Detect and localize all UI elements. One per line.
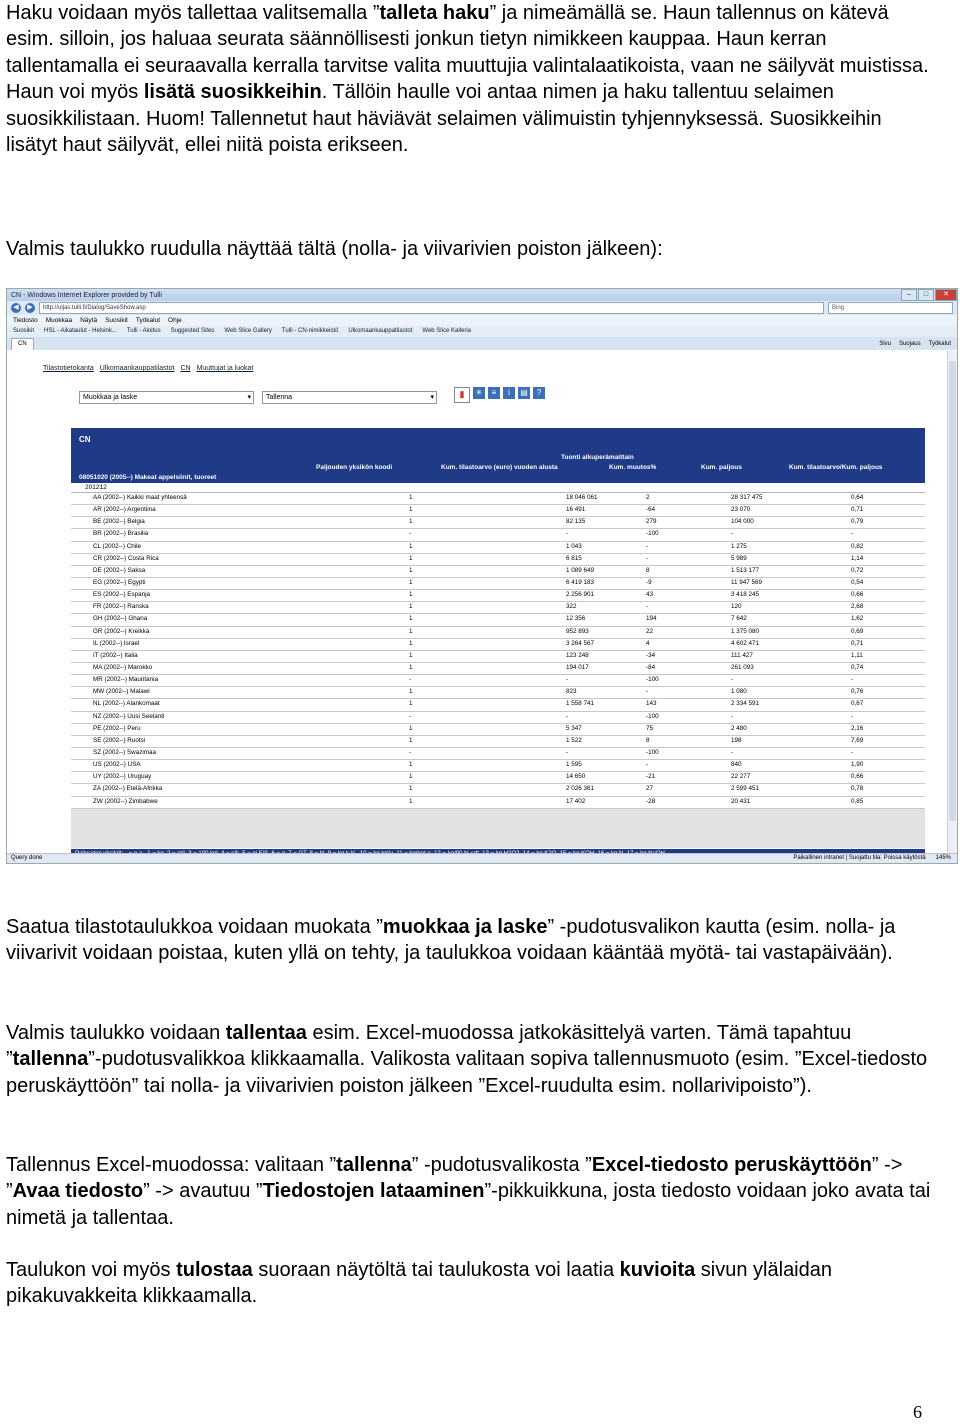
table-cell: 2 599 451 (731, 785, 760, 793)
breadcrumb-item[interactable]: Tilastotietokanta (43, 365, 94, 372)
table-row (71, 663, 925, 675)
transpose-icon[interactable]: ≡ (488, 387, 500, 399)
breadcrumb-item[interactable]: Ulkomaankauppatilastot (99, 365, 175, 372)
table-cell: AR (2002--) Argentiina (93, 506, 156, 514)
table-cell: 1 (409, 603, 413, 611)
table-row (71, 712, 925, 724)
favorites-item[interactable]: Tulli - CN-nimikkeistö (281, 328, 339, 334)
table-cell: - (731, 530, 734, 538)
table-cell: 0,66 (851, 773, 864, 781)
table-cell: -84 (646, 663, 656, 671)
table-cell: 20 431 (731, 797, 751, 805)
address-bar (7, 301, 957, 315)
table-cell: -34 (646, 651, 656, 659)
table-column-headers (71, 463, 925, 473)
table-cell: - (409, 530, 412, 538)
bold-muokkaa-ja-laske: muokkaa ja laske (382, 916, 548, 938)
browser-screenshot (6, 288, 958, 864)
table-cell: 2,68 (851, 603, 864, 611)
table-cell: 4 602 471 (731, 639, 760, 647)
table-cell: 16 491 (566, 506, 586, 514)
page-content (7, 351, 947, 854)
table-cell: 75 (646, 724, 654, 732)
bold-tiedostojen-lataaminen: Tiedostojen lataaminen (262, 1180, 485, 1203)
table-cell: 1 (409, 506, 413, 514)
table-cell: EG (2002--) Egypti (93, 578, 146, 586)
table-row (71, 699, 925, 711)
bold-tallenna: tallenna (336, 1154, 412, 1176)
table-cell: 43 (646, 591, 654, 599)
window-titlebar (7, 289, 957, 301)
table-row (71, 627, 925, 639)
table-cell: FR (2002--) Ranska (93, 603, 149, 611)
table-cell: 17 402 (566, 797, 586, 805)
favorites-item[interactable]: Web Slice Kalleria (422, 328, 471, 334)
column-header: Kum. tilastoarvo/Kum. paljous (789, 464, 883, 471)
table-cell: 143 (646, 700, 657, 708)
table-cell: - (646, 603, 649, 611)
table-row (71, 602, 925, 614)
table-cell: 5 347 (566, 724, 582, 732)
table-cell: 0,71 (851, 506, 864, 514)
table-cell: - (731, 748, 734, 756)
table-cell: -9 (646, 578, 652, 586)
minimize-icon[interactable]: – (901, 289, 917, 301)
table-row (71, 590, 925, 602)
save-paragraph: Valmis taulukko voidaan tallentaa esim. Excel-muodossa jatkokäsittelyä varten. Tämä tapahtuu ”tallenna”-pudotusvalikkoa klikkaamalla. Valikosta valitaan sopiva tallennusmuoto (esim. ”Excel-tiedosto peruskäyttöön” tai nolla- ja viivarivien poiston jälkeen ”Excel-ruudulta esim. nollarivipoisto”). (6, 1022, 928, 1097)
table-cell: - (731, 712, 734, 720)
table-cell: 1 (409, 736, 413, 744)
table-cell: 2 256 901 (566, 591, 595, 599)
table-cell: 1 (409, 663, 413, 671)
table-cell: IL (2002--) Israel (93, 639, 140, 647)
breadcrumb-item[interactable]: CN (180, 365, 191, 372)
table-cell: 1 (409, 627, 413, 635)
table-cell: 1 558 741 (566, 700, 595, 708)
table-row (71, 675, 925, 687)
menu-bar (7, 315, 957, 326)
table-row (71, 736, 925, 748)
table-group-header: Tuonti alkuperämaittain (71, 454, 925, 463)
table-cell: MW (2002--) Malawi (93, 688, 150, 696)
table-cell: 1 (409, 566, 413, 574)
table-row (71, 505, 925, 517)
bold-avaa-tiedosto: Avaa tiedosto (12, 1180, 144, 1203)
bold-tallenna: tallenna (12, 1048, 89, 1071)
table-cell: - (409, 676, 412, 684)
period-header: 201212 (71, 483, 925, 493)
table-cell: 0,54 (851, 578, 864, 586)
table-cell: 1 (409, 542, 413, 550)
table-cell: 22 277 (731, 773, 751, 781)
table-cell: 952 893 (566, 627, 589, 635)
table-cell: 2 334 591 (731, 700, 760, 708)
table-cell: 1 (409, 578, 413, 586)
maximize-icon[interactable]: □ (918, 289, 934, 301)
table-cell: 1 (409, 554, 413, 562)
table-cell: 4 (646, 639, 650, 647)
table-cell: 0,76 (851, 688, 864, 696)
table-cell: 1 043 (566, 542, 582, 550)
table-cell: 6 815 (566, 554, 582, 562)
save-dropdown[interactable]: Tallenna ▾ (262, 391, 437, 404)
table-cell: 0,72 (851, 566, 864, 574)
table-cell: 0,66 (851, 591, 864, 599)
table-cell: 14 650 (566, 773, 586, 781)
table-cell: 22 (646, 627, 654, 635)
table-cell: 1 080 (731, 688, 747, 696)
table-cell: PE (2002--) Peru (93, 724, 141, 732)
table-body (71, 493, 925, 809)
table-cell: 1 513 177 (731, 566, 760, 574)
excel-paragraph: Tallennus Excel-muodossa: valitaan ”tallenna” -pudotusvalikosta ”Excel-tiedosto peruskäyttöön” -> ”Avaa tiedosto” -> avautuu ”Tiedostojen lataaminen”-pikkuikkuna, josta tiedosto voidaan joko avata tai nimetä ja tallentaa. (6, 1154, 931, 1229)
table-row (71, 566, 925, 578)
table-cell: GR (2002--) Kreikka (93, 627, 150, 635)
table-cell: UY (2002--) Uruguay (93, 773, 152, 781)
table-cell: MR (2002--) Mauritania (93, 676, 159, 684)
table-cell: 279 (646, 518, 657, 526)
table-cell: -100 (646, 676, 659, 684)
table-cell: GH (2002--) Ghana (93, 615, 148, 623)
table-cell: 1,14 (851, 554, 864, 562)
table-cell: DE (2002--) Saksa (93, 566, 146, 574)
table-cell: - (851, 712, 854, 720)
table-cell: 12 356 (566, 615, 586, 623)
column-header: Paljouden yksikön koodi (316, 464, 393, 471)
url-input[interactable]: http://uljas.tulli.fi/Dialog/SaveShow.asp (39, 302, 824, 314)
table-cell: - (646, 761, 649, 769)
table-cell: ZA (2002--) Etelä-Afrikka (93, 785, 163, 793)
table-cell: - (566, 530, 569, 538)
table-cell: 2 (646, 494, 650, 501)
table-cell: 1 (409, 797, 413, 805)
table-row (71, 614, 925, 626)
table-cell: - (566, 712, 569, 720)
table-title: CN (71, 428, 925, 454)
table-cell: 840 (731, 761, 742, 769)
table-cell: 0,85 (851, 797, 864, 805)
table-cell: - (409, 748, 412, 756)
table-cell: 123 248 (566, 651, 589, 659)
menu-item[interactable]: Tiedosto (13, 317, 38, 324)
table-row (71, 639, 925, 651)
table-cell: 322 (566, 603, 577, 611)
table-cell: 111 427 (731, 651, 753, 659)
print-icon[interactable]: ▤ (518, 387, 530, 399)
column-header: Kum. tilastoarvo (euro) vuoden alusta (441, 464, 558, 471)
table-row (71, 554, 925, 566)
table-cell: NZ (2002--) Uusi Seelanti (93, 712, 165, 720)
table-cell: 5 989 (731, 554, 747, 562)
edit-dropdown[interactable]: Muokkaa ja laske ▾ (79, 391, 254, 404)
table-cell: -100 (646, 748, 659, 756)
screenshot-caption: Valmis taulukko ruudulla näyttää tältä (nolla- ja viivarivien poiston jälkeen): (6, 238, 663, 260)
tab-row (7, 337, 957, 350)
table-row (71, 724, 925, 736)
table-cell: 28 317 475 (731, 494, 763, 501)
product-header: 08051020 (2005--) Makeat appelsiinit, tuoreet (71, 473, 925, 483)
table-cell: 1 (409, 724, 413, 732)
table-cell: 1 (409, 651, 413, 659)
bold-tulostaa: tulostaa (176, 1259, 253, 1281)
table-cell: 0,78 (851, 785, 864, 793)
table-cell: 1 (409, 773, 413, 781)
table-cell: 18 046 061 (566, 494, 598, 501)
table-cell: 261 093 (731, 663, 754, 671)
table-cell: 27 (646, 785, 654, 793)
favorites-item[interactable]: Ulkomaankauppatilastot (348, 328, 413, 334)
table-cell: -100 (646, 712, 659, 720)
table-cell: NL (2002--) Alankomaat (93, 700, 160, 708)
favorites-bar (7, 326, 957, 337)
table-cell: - (646, 554, 649, 562)
table-cell: BR (2002--) Brasilia (93, 530, 149, 538)
table-row (71, 760, 925, 772)
help-icon[interactable]: ? (533, 387, 545, 399)
table-cell: SE (2002--) Ruotsi (93, 736, 146, 744)
table-cell: CL (2002--) Chile (93, 542, 142, 550)
table-cell: -28 (646, 797, 656, 805)
table-cell: ES (2002--) Espanja (93, 591, 151, 599)
table-cell: BE (2002--) Belgia (93, 518, 145, 526)
favorites-item[interactable]: Suggested Sites (170, 328, 215, 334)
table-cell: SZ (2002--) Swazimaa (93, 748, 156, 756)
table-cell: CR (2002--) Costa Rica (93, 554, 159, 562)
table-cell: 1 275 (731, 542, 747, 550)
table-cell: 2 026 361 (566, 785, 595, 793)
table-row (71, 772, 925, 784)
breadcrumb (43, 365, 253, 372)
favorites-item[interactable]: Suosikit (13, 328, 35, 334)
table-cell: - (851, 748, 854, 756)
intro-paragraph: Haku voidaan myös tallettaa valitsemalla ”talleta haku” ja nimeämällä se. Haun tallennus on kätevä esim. silloin, jos haluaa seurata säännöllisesti jonkun tietyn nimikkeen kauppaa. Haun kerran tallentamalla ei seuraavalla kerralla tarvitse valita muuttujia valintalaatikoista, vaan ne säilyvät muistissa. Haun voi myös lisätä suosikkeihin. Tällöin haulle voi antaa nimen ja haku tallentuu selaimen suosikkilistaan. Huom! Tallennetut haut häviävät selaimen välimuistin tyhjennyksessä. Suosikkeihin lisätyt haut säilyvät, ellei niitä poista erikseen. (6, 2, 929, 157)
table-cell: IT (2002--) Italia (93, 651, 138, 659)
status-text: Query done (11, 855, 43, 861)
table-cell: ZW (2002--) Zimbabwe (93, 797, 158, 805)
column-header: Kum. muutos% (609, 464, 657, 471)
table-cell: 1 (409, 688, 413, 696)
zoom-level[interactable]: 145% (935, 855, 951, 861)
tool-sivu[interactable]: Sivu (879, 341, 891, 347)
table-cell: 0,79 (851, 518, 864, 526)
bold-excel-tiedosto: Excel-tiedosto peruskäyttöön (591, 1154, 872, 1176)
table-cell: - (646, 542, 649, 550)
edit-paragraph: Saatua tilastotaulukkoa voidaan muokata ”muokkaa ja laske” -pudotusvalikon kautta (esim. nolla- ja viivarivit voidaan poistaa, kuten yllä on tehty, ja taulukkoa voidaan kääntää myötä- tai vastapäivään). (6, 916, 896, 965)
close-icon[interactable]: ✕ (935, 289, 957, 301)
table-cell: MA (2002--) Marokko (93, 663, 153, 671)
back-icon[interactable]: ◀ (11, 303, 21, 313)
table-row (71, 687, 925, 699)
table-cell: - (851, 530, 854, 538)
table-cell: 1 (409, 639, 413, 647)
bold-lisata-suosikkeihin: lisätä suosikkeihin (143, 81, 322, 104)
status-bar (7, 853, 957, 863)
breadcrumb-item[interactable]: Muuttujat ja luokat (196, 365, 254, 372)
table-cell: 1 595 (566, 761, 582, 769)
table-cell: 1 (409, 615, 413, 623)
table-cell: 194 (646, 615, 657, 623)
table-cell: 194 017 (566, 663, 589, 671)
column-header: Kum. paljous (701, 464, 742, 471)
table-cell: 8 (646, 736, 650, 744)
table-cell: 23 070 (731, 506, 751, 514)
table-row (71, 493, 925, 505)
table-row (71, 651, 925, 663)
security-zone: Paikallinen intranet | Suojattu tila: Poissa käytöstä (793, 855, 926, 861)
scrollbar-thumb[interactable] (949, 361, 956, 821)
menu-item[interactable]: Näytä (80, 317, 98, 324)
table-cell: 0,69 (851, 627, 864, 635)
table-cell: 0,64 (851, 494, 864, 501)
tab-cn[interactable]: CN (11, 338, 34, 350)
table-cell: 823 (566, 688, 577, 696)
statistics-table (71, 428, 925, 848)
table-cell: 1 522 (566, 736, 582, 744)
table-row (71, 748, 925, 760)
vertical-scrollbar[interactable] (947, 351, 957, 854)
table-cell: 1,90 (851, 761, 864, 769)
table-cell: - (646, 688, 649, 696)
favorites-item[interactable]: Tulli - Aloitus (126, 328, 161, 334)
favorites-item[interactable]: HSL - Aikataulut - Helsink... (44, 328, 117, 334)
table-cell: 0,67 (851, 700, 864, 708)
window-title: CN - Windows Internet Explorer provided by Tulli (11, 291, 162, 299)
table-cell: 7 642 (731, 615, 747, 623)
table-cell: 1,11 (851, 651, 863, 659)
bold-kuvioita: kuvioita (619, 1259, 696, 1281)
table-cell: - (409, 712, 412, 720)
table-cell: 3 418 245 (731, 591, 760, 599)
table-cell: 104 000 (731, 518, 754, 526)
table-cell: -100 (646, 530, 659, 538)
table-cell: - (851, 676, 854, 684)
table-cell: - (566, 676, 569, 684)
menu-item[interactable]: Ohje (168, 317, 182, 324)
search-input[interactable]: Bing (828, 302, 953, 314)
table-cell: 6 419 183 (566, 578, 595, 586)
table-cell: 1 (409, 785, 413, 793)
toolbar-icons (454, 387, 545, 403)
bold-talleta-haku: talleta haku (379, 2, 490, 24)
table-cell: 1 (409, 700, 413, 708)
table-cell: 3 264 567 (566, 639, 595, 647)
table-cell: US (2002--) USA (93, 761, 141, 769)
table-row (71, 542, 925, 554)
menu-item[interactable]: Suosikit (105, 317, 128, 324)
table-cell: AA (2002--) Kaikki maat yhteensä (93, 494, 187, 501)
menu-item[interactable]: Muokkaa (45, 317, 73, 324)
table-cell: -64 (646, 506, 656, 514)
page-number: 6 (913, 1402, 922, 1422)
table-cell: 8 (646, 566, 650, 574)
table-row (71, 578, 925, 590)
chart-icon[interactable]: ▮ (454, 387, 470, 403)
table-cell: 0,71 (851, 639, 864, 647)
tool-tyokalut[interactable]: Työkalut (928, 341, 951, 347)
rotate-icon[interactable]: ✳ (473, 387, 485, 399)
table-cell: - (731, 676, 734, 684)
table-cell: 1 (409, 591, 413, 599)
forward-icon[interactable]: ▶ (25, 303, 35, 313)
info-icon[interactable]: i (503, 387, 515, 399)
table-cell: 2 480 (731, 724, 747, 732)
table-cell: 1,62 (851, 615, 864, 623)
bold-tallentaa: tallentaa (225, 1022, 307, 1044)
table-cell: 1 (409, 494, 413, 501)
table-row (71, 784, 925, 796)
table-cell: 7,69 (851, 736, 864, 744)
table-cell: -21 (646, 773, 656, 781)
print-paragraph: Taulukon voi myös tulostaa suoraan näytöltä tai taulukosta voi laatia kuvioita sivun ylälaidan pikakuvakkeita klikkaamalla. (6, 1259, 832, 1308)
table-cell: - (566, 748, 569, 756)
table-cell: 1 375 080 (731, 627, 760, 635)
table-row (71, 529, 925, 541)
table-row (71, 517, 925, 529)
table-cell: 0,74 (851, 663, 864, 671)
favorites-item[interactable]: Web Slice Gallery (224, 328, 272, 334)
menu-item[interactable]: Työkalut (135, 317, 161, 324)
table-cell: 0,82 (851, 542, 864, 550)
table-cell: 82 135 (566, 518, 586, 526)
table-cell: 1 089 649 (566, 566, 595, 574)
table-cell: 11 947 569 (731, 578, 763, 586)
table-row (71, 797, 925, 809)
table-cell: 120 (731, 603, 742, 611)
table-cell: 1 (409, 761, 413, 769)
table-cell: 198 (731, 736, 742, 744)
table-cell: 1 (409, 518, 413, 526)
tool-suojaus[interactable]: Suojaus (898, 341, 921, 347)
table-cell: 2,16 (851, 724, 864, 732)
